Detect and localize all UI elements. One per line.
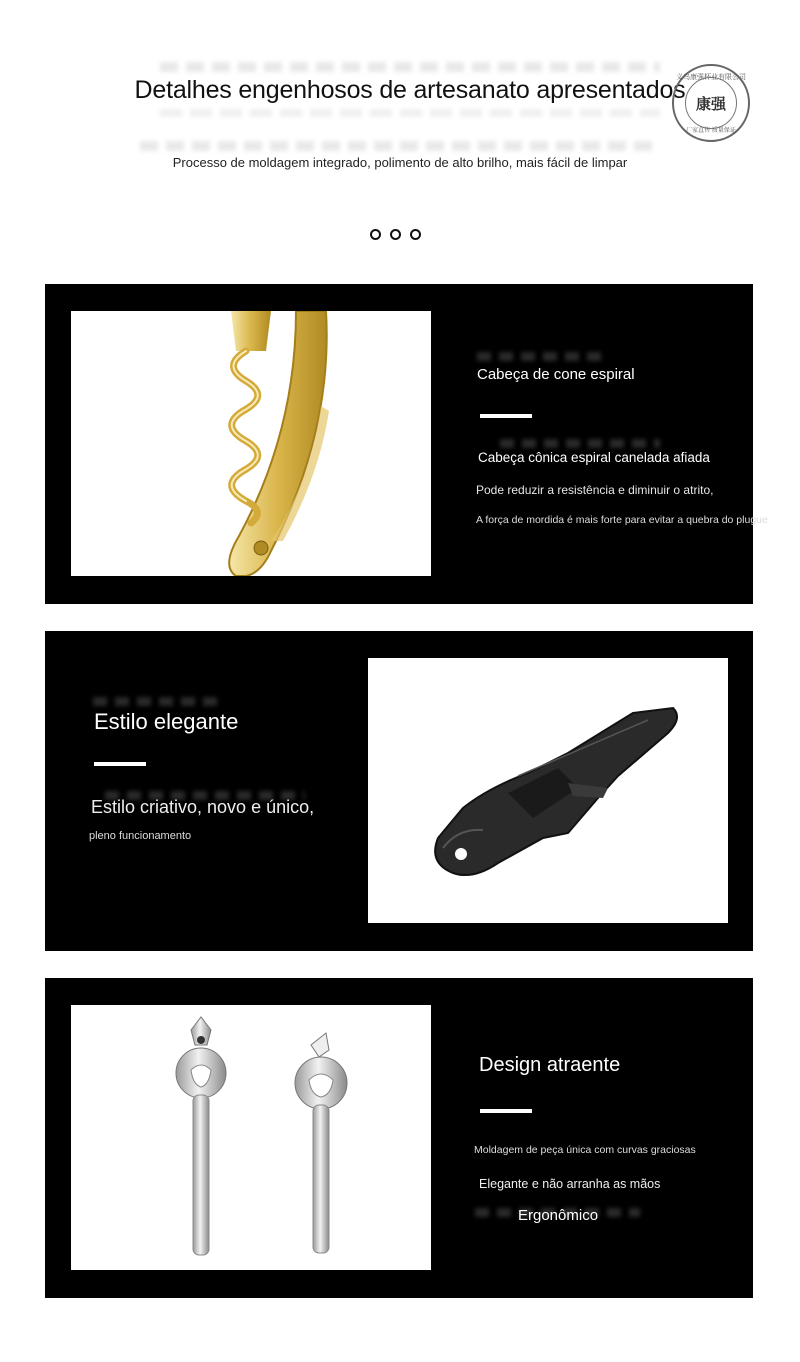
blurred-text-decoration [93,697,223,706]
feature-heading: Estilo elegante [94,709,239,734]
feature-heading: Design atraente [479,1054,621,1076]
feature-line-1: Moldagem de peça única com curvas graciosas [474,1144,696,1156]
page-subtitle: Processo de moldagem integrado, polimento de alto brilho, mais fácil de limpar [100,155,700,170]
company-seal-stamp [672,64,750,142]
blurred-text-decoration [500,439,660,448]
feature-line-2: pleno funcionamento [89,830,192,842]
gold-corkscrew-image [71,311,431,576]
circle-icon [370,229,381,240]
feature-panel-spiral [45,284,768,604]
circle-icon [410,229,421,240]
feature-panel-design [45,978,753,1298]
circle-icon [390,229,401,240]
feature-line-2: Elegante e não arranha as mãos [479,1177,661,1191]
feature-panel-elegant [45,631,753,951]
page-title: Detalhes engenhosos de artesanato apresentados [120,76,700,105]
heading-underline [480,1109,532,1113]
feature-heading: Cabeça de cone espiral [477,366,635,383]
feature-line-3: A força de mordida é mais forte para evitar a quebra do plugue [476,514,768,526]
seal-center-text: 康强 [685,77,737,129]
chrome-bottle-openers-image [71,1005,431,1270]
feature-line-3: Ergonômico [518,1207,599,1224]
black-corkscrew-image [368,658,728,923]
seal-bottom-text: 厂家直售 质量保证 [686,128,736,134]
feature-line-1: Cabeça cônica espiral canelada afiada [478,450,710,465]
heading-underline [94,762,146,766]
feature-line-2: Pode reduzir a resistência e diminuir o atrito, [476,483,714,497]
decorative-dots [370,229,421,240]
feature-line-1: Estilo criativo, novo e único, [91,797,315,817]
seal-top-text: 义乌康强杯业有限公司 [676,74,746,81]
blurred-text-decoration [477,352,607,361]
heading-underline [480,414,532,418]
